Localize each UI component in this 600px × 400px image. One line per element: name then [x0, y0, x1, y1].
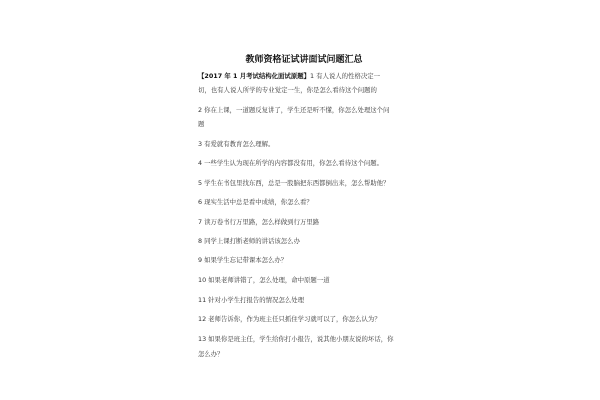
question-13-line-1: 13 如果你是班主任，学生给你打小报告，说其他小朋友说的坏话，你: [198, 335, 394, 343]
document-title: 教师资格证试讲面试问题汇总: [245, 55, 363, 65]
question-4: 4 一些学生认为现在所学的内容都没有用，你怎么看待这个问题。: [198, 159, 384, 167]
question-7: 7 读万卷书行万里路，怎么样做到行万里路: [198, 218, 320, 226]
question-3: 3 有爱就有教育怎么理解。: [198, 140, 275, 148]
question-12: 12 老师告诉你，作为班主任只抓住学习就可以了，你怎么认为？: [198, 315, 381, 323]
intro-line-1: [198, 72, 410, 81]
intro-question-1-start: 1 有人说人的性格决定一: [310, 72, 381, 80]
question-9: 9 如果学生忘记带课本怎么办？: [198, 256, 288, 264]
question-2-line-1: 2 你在上课，一道题反复讲了，学生还是听不懂，你怎么处理这个问: [198, 106, 390, 114]
question-8: 8 同学上课打断老师的讲话该怎么办: [198, 237, 300, 245]
intro-heading: 【2017 年 1 月考试结构化面试原题】: [198, 72, 310, 80]
question-2-line-2: 题: [198, 120, 205, 128]
document-page: [198, 0, 410, 400]
question-5: 5 学生在书包里找东西，总是一股脑把东西都倒出来，怎么帮助他？: [198, 179, 390, 187]
question-13-line-2: 怎么办？: [198, 350, 224, 358]
question-11: 11 针对小学生打报告的情况怎么处理: [198, 296, 305, 304]
question-6: 6 现实生活中总是看中成绩，你怎么看？: [198, 198, 313, 206]
intro-line-2: 切，也有人说人所学的专业觉定一生，你是怎么看待这个问题的: [198, 86, 377, 94]
question-10: 10 如果老师讲错了，怎么处理，命中原题一道: [198, 276, 330, 284]
